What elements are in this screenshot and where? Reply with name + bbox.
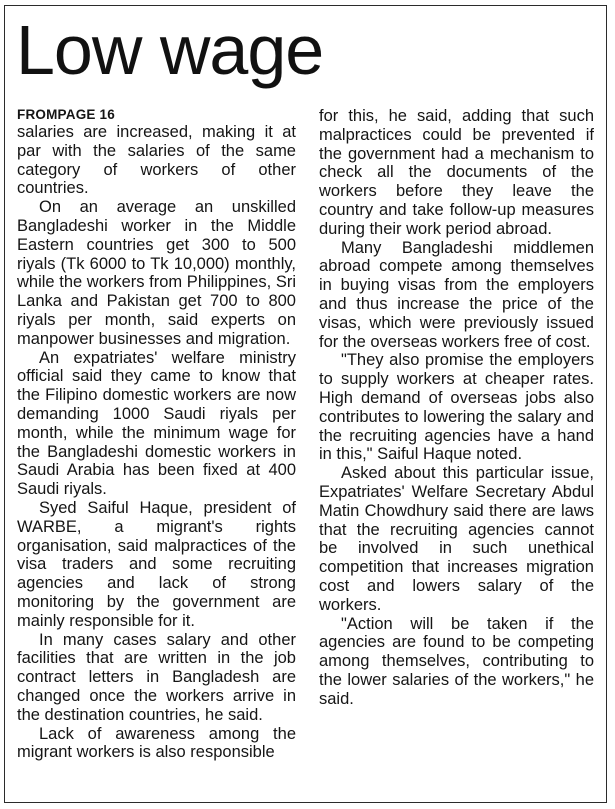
paragraph: for this, he said, adding that such malpractices could be prevented if the government had a mechanism to check all the documents of the workers before they leave the country and take follow-up measures during their work period abroad.	[319, 107, 594, 238]
headline: Low wage	[16, 11, 324, 89]
paragraph: An expatriates' welfare ministry official said they came to know that the Filipino domestic workers are now demanding 1000 Saudi riyals per month, while the minimum wage for the Bangladeshi domestic workers in Saudi Arabia has been fixed at 400 Saudi riyals.	[17, 348, 296, 499]
continuation-kicker: FROMPAGE 16	[17, 107, 115, 122]
paragraph: In many cases salary and other facilities that are written in the job contract letters in Bangladesh are changed once the workers arrive in the destination countries, he said.	[17, 630, 296, 724]
right-column	[319, 107, 594, 709]
paragraph: Many Bangladeshi middlemen abroad compete among themselves in buying visas from the employers and thus increase the price of the visas, which were previously issued for the overseas workers free of cost.	[319, 238, 594, 351]
paragraph: Asked about this particular issue, Expatriates' Welfare Secretary Abdul Matin Chowdhury said there are laws that the recruiting agencies cannot be involved in such unethical competition that increases migration cost and lowers salary of the workers.	[319, 464, 594, 614]
paragraph: Syed Saiful Haque, president of WARBE, a migrant's rights organisation, said malpractices of the visa traders and some recruiting agencies and lack of strong monitoring by the government are mainly responsible for it.	[17, 498, 296, 630]
paragraph: Lack of awareness among the migrant workers is also responsible	[17, 724, 296, 762]
paragraph: "They also promise the employers to supply workers at cheaper rates. High demand of overseas jobs also contributes to lowering the salary and the recruiting agencies have a hand in this," Saiful Haque noted.	[319, 351, 594, 464]
paragraph: On an average an unskilled Bangladeshi worker in the Middle Eastern countries get 300 to 500 riyals (Tk 6000 to Tk 10,000) monthly, while the workers from Philippines, Sri Lanka and Pakistan get 700 to 800 riyals per month, said experts on manpower businesses and migration.	[17, 198, 296, 348]
left-column	[17, 107, 296, 762]
paragraph: "Action will be taken if the agencies are found to be competing among themselves, contributing to the lower salaries of the workers," he said.	[319, 614, 594, 708]
paragraph: salaries are increased, making it at par with the salaries of the same category of workers of other countries.	[17, 123, 296, 198]
